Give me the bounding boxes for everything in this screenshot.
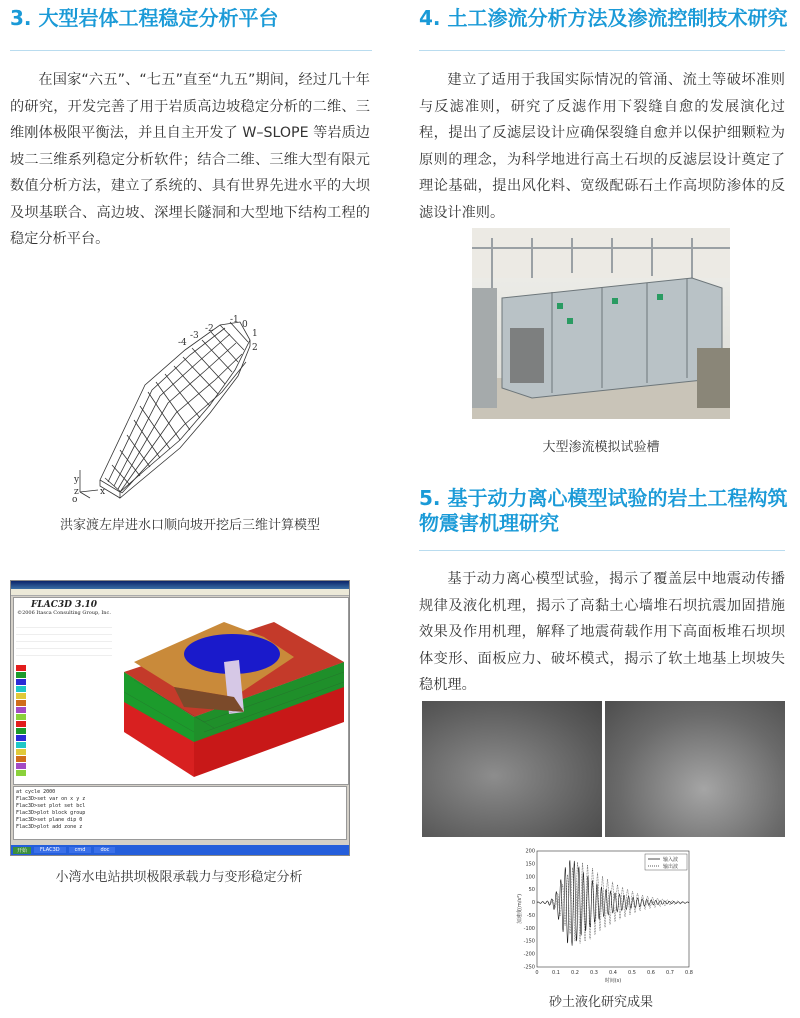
y-tick-label: -200	[523, 951, 535, 958]
legend-swatch	[16, 672, 26, 678]
liquefaction-chart	[515, 847, 695, 983]
x-tick-label: 0.6	[647, 970, 655, 976]
plot-window	[13, 597, 349, 785]
section-4-heading: 4. 土工渗流分析方法及渗流控制技术研究	[419, 6, 788, 30]
legend-swatch	[16, 714, 26, 720]
axis-label-x: x	[100, 487, 106, 497]
legend-swatch	[16, 749, 26, 755]
legend-label-input: 输入波	[663, 857, 679, 863]
section-3-divider	[10, 50, 372, 51]
section-4-body: 建立了适用于我国实际情况的管涌、流土等破坏准则与反滤准则，研究了反滤作用下裂缝自愈的发展演化过程，提出了反滤层设计应确保裂缝自愈并以保护细颗粒为原则的理念，为科学地进行高土石坝的反滤层设计奠定了理论基础，提出风化料、宽级配砾石土作高坝防渗体的反滤设计准则。	[419, 72, 785, 221]
centrifuge-photo-right	[605, 701, 785, 837]
x-tick-label: 0	[535, 970, 539, 976]
console-line: Flac3D>set plot set bcl	[16, 803, 86, 809]
console-line: Flac3D>set plane dip 0	[16, 817, 83, 823]
x-tick-label: 0.2	[571, 970, 579, 976]
contour-label-6: 1	[252, 329, 258, 339]
x-axis-label: 时间(s)	[604, 978, 622, 983]
legend-swatch	[16, 735, 26, 741]
section-5-heading: 5. 基于动力离心模型试验的岩土工程构筑物震害机理研究	[419, 486, 788, 535]
axis-label-y: y	[74, 475, 80, 485]
info-text-lines	[16, 621, 112, 661]
start-button[interactable]: 开始	[13, 847, 31, 854]
console-line: at cycle 2000	[16, 789, 56, 795]
x-tick-label: 0.3	[590, 970, 598, 976]
plot-info-panel	[16, 600, 112, 780]
console-line: Flac3D>plot block group	[16, 810, 86, 816]
contour-label-4: -1	[230, 315, 239, 325]
console-line: Flac3D>set var on x y z	[16, 796, 86, 802]
app-company: ©2006 Itasca Consulting Group, Inc.	[17, 610, 111, 616]
contour-label-1: -4	[178, 338, 187, 348]
y-tick-label: -250	[523, 964, 535, 971]
block-group-legend	[16, 665, 112, 776]
axis-icon	[80, 470, 98, 498]
taskbar-item[interactable]: cmd	[69, 847, 92, 853]
x-tick-label: 0.4	[609, 970, 617, 976]
legend-swatch	[16, 686, 26, 692]
contour-label-7: 2	[252, 343, 258, 353]
section-5-divider	[419, 550, 785, 551]
chart-caption: 砂土液化研究成果	[548, 995, 653, 1010]
seepage-photo-caption: 大型渗流模拟试验槽	[542, 440, 660, 455]
y-tick-label: 150	[525, 861, 535, 868]
section-4-divider	[419, 50, 785, 51]
axis-label-o: o	[72, 495, 78, 505]
contour-label-3: -2	[205, 324, 214, 334]
legend-swatch	[16, 721, 26, 727]
section-5-body: 基于动力离心模型试验，揭示了覆盖层中地震动传播规律及液化机理，揭示了高黏土心墙堆石坝抗震加固措施效果及作用机理，解释了地震荷载作用下高面板堆石坝坝体变形、面板应力、破坏模式，揭示了软土地基上坝坡失稳机理。	[419, 571, 785, 693]
legend-swatch	[16, 665, 26, 671]
axis-label-z: z	[74, 487, 79, 497]
figure-1-caption: 洪家渡左岸进水口顺向坡开挖后三维计算模型	[59, 518, 320, 533]
centrifuge-photo-left	[422, 701, 602, 837]
x-tick-label: 0.8	[685, 970, 693, 976]
legend-swatch	[16, 679, 26, 685]
y-tick-label: -150	[523, 938, 535, 945]
x-tick-label: 0.1	[552, 970, 560, 976]
legend-swatch	[16, 700, 26, 706]
y-tick-label: -100	[523, 925, 535, 932]
y-tick-label: 50	[528, 887, 535, 894]
app-title: FLAC3D 3.10	[31, 600, 97, 610]
legend-swatch	[16, 728, 26, 734]
section-3-body: 在国家“六五”、“七五”直至“九五”期间，经过几十年的研究，开发完善了用于岩质高边坡稳定分析的二维、三维刚体极限平衡法，并且自主开发了 W–SLOPE 等岩质边坡二三维系列稳定分析软件；结合二维、三维大型有限元数值分析方法，建立了系统的、具有世界先进水平的大坝及坝基联合、高边坡、深埋长隧洞和大型地下结构工程的稳定分析平台。	[10, 72, 370, 247]
legend-swatch	[16, 693, 26, 699]
legend-swatch	[16, 763, 26, 769]
centrifuge-test-photos	[422, 701, 785, 837]
x-tick-label: 0.7	[666, 970, 674, 976]
flac3d-screenshot	[10, 580, 350, 856]
y-tick-label: 0	[531, 900, 535, 907]
legend-swatch	[16, 707, 26, 713]
chart-legend	[645, 854, 687, 870]
legend-swatch	[16, 742, 26, 748]
taskbar-item[interactable]: doc	[94, 847, 115, 853]
legend-swatch	[16, 770, 26, 776]
taskbar	[11, 845, 349, 855]
dam-3d-model	[114, 602, 346, 780]
y-axis-label: 加速度(m/s²)	[517, 893, 523, 925]
seepage-tank-photo	[472, 228, 730, 419]
legend-label-output: 输出波	[663, 864, 679, 870]
taskbar-item[interactable]: FLAC3D	[34, 847, 66, 853]
y-tick-label: 100	[525, 874, 535, 881]
slope-3d-mesh-figure	[60, 310, 310, 505]
console-line: Flac3D>plot add zone z	[16, 824, 83, 830]
contour-label-5: 0	[242, 320, 248, 330]
section-3-heading: 3. 大型岩体工程稳定分析平台	[10, 6, 279, 30]
figure-2-caption: 小湾水电站拱坝极限承载力与变形稳定分析	[55, 870, 303, 885]
legend-swatch	[16, 756, 26, 762]
window-titlebar	[11, 581, 349, 589]
contour-label-2: -3	[190, 331, 199, 341]
y-tick-label: -50	[526, 912, 535, 919]
menu-bar	[11, 589, 349, 596]
command-console[interactable]	[13, 786, 347, 840]
x-tick-label: 0.5	[628, 970, 636, 976]
y-tick-label: 200	[525, 848, 535, 855]
